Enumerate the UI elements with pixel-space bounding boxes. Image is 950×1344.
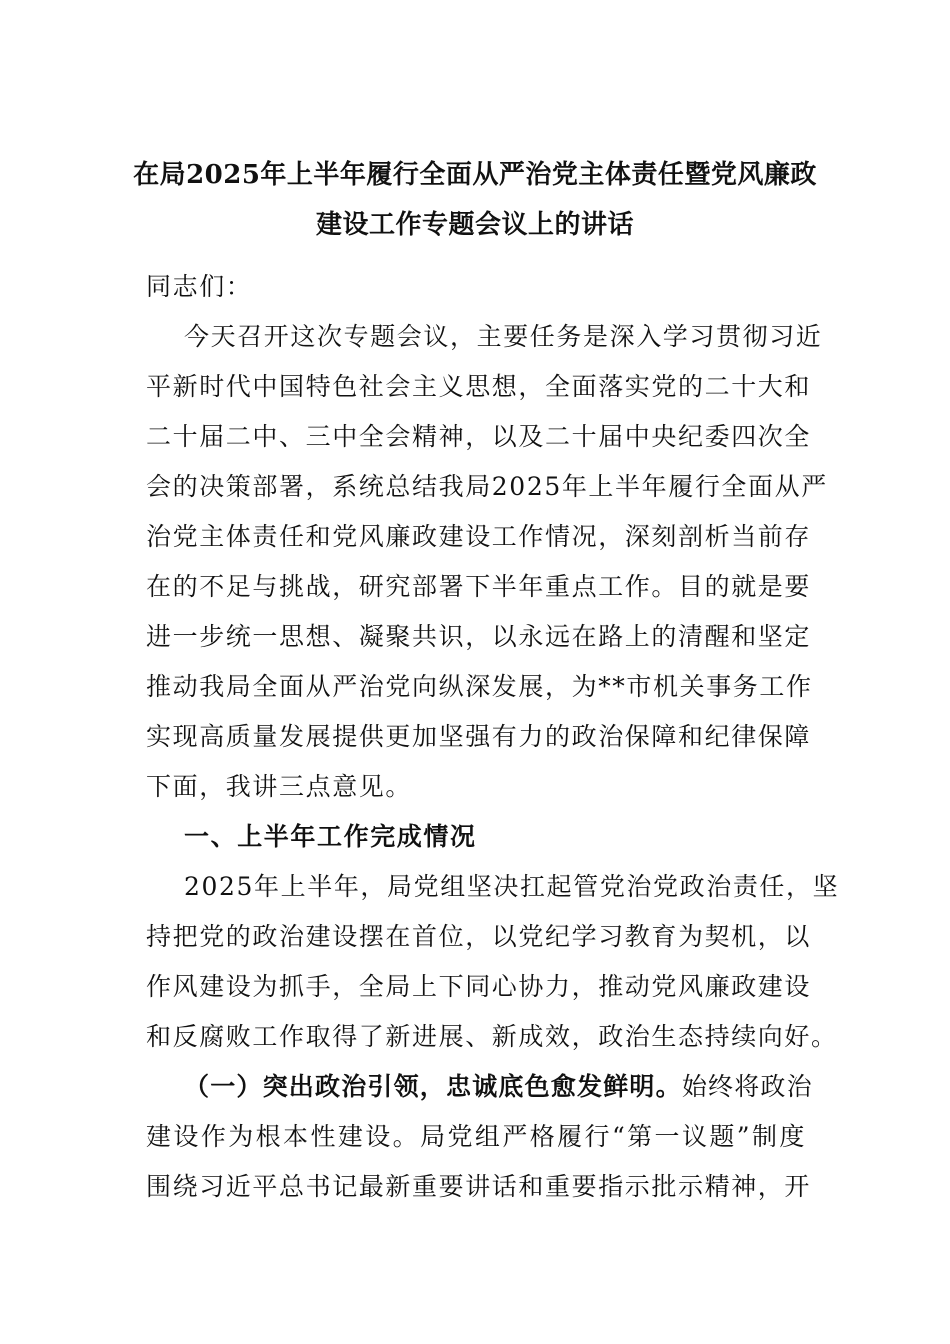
paragraph1-line: 下面，我讲三点意见。 bbox=[146, 772, 413, 801]
subsection-heading: （一）突出政治引领，忠诚底色愈发鲜明。 bbox=[184, 1072, 682, 1101]
paragraph1-line: 二十届二中、三中全会精神，以及二十届中央纪委四次全 bbox=[146, 422, 812, 451]
paragraph1-line: 治党主体责任和党风廉政建设工作情况，深刻剖析当前存 bbox=[146, 522, 812, 551]
paragraph1-line: 会的决策部署，系统总结我局2025年上半年履行全面从严 bbox=[146, 472, 828, 501]
paragraph1-line: 实现高质量发展提供更加坚强有力的政治保障和纪律保障 bbox=[146, 722, 812, 751]
greeting: 同志们： bbox=[146, 272, 253, 301]
document-title-line-2: 建设工作专题会议上的讲话 bbox=[315, 210, 634, 240]
subsection-text: 始终将政治 bbox=[681, 1072, 813, 1101]
subsection-line bbox=[184, 1072, 813, 1102]
document-title-line-1: 在局2025年上半年履行全面从严治党主体责任暨党风廉政 bbox=[133, 160, 817, 190]
paragraph2-line: 持把党的政治建设摆在首位，以党纪学习教育为契机，以 bbox=[146, 922, 812, 951]
paragraph1-line: 推动我局全面从严治党向纵深发展，为**市机关事务工作 bbox=[146, 672, 813, 701]
paragraph1-line: 今天召开这次专题会议，主要任务是深入学习贯彻习近 bbox=[184, 322, 823, 351]
paragraph2-line: 作风建设为抓手，全局上下同心协力，推动党风廉政建设 bbox=[146, 972, 812, 1001]
paragraph3-line: 围绕习近平总书记最新重要讲话和重要指示批示精神，开 bbox=[146, 1172, 812, 1201]
paragraph1-line: 进一步统一思想、凝聚共识，以永远在路上的清醒和坚定 bbox=[146, 622, 812, 651]
paragraph2-line: 和反腐败工作取得了新进展、新成效，政治生态持续向好。 bbox=[146, 1022, 838, 1051]
section-heading: 一、上半年工作完成情况 bbox=[184, 822, 477, 851]
paragraph2-line: 2025年上半年，局党组坚决扛起管党治党政治责任，坚 bbox=[184, 872, 840, 901]
paragraph1-line: 在的不足与挑战，研究部署下半年重点工作。目的就是要 bbox=[146, 572, 812, 601]
paragraph3-line: 建设作为根本性建设。局党组严格履行“第一议题”制度 bbox=[146, 1122, 806, 1151]
paragraph1-line: 平新时代中国特色社会主义思想，全面落实党的二十大和 bbox=[146, 372, 812, 401]
